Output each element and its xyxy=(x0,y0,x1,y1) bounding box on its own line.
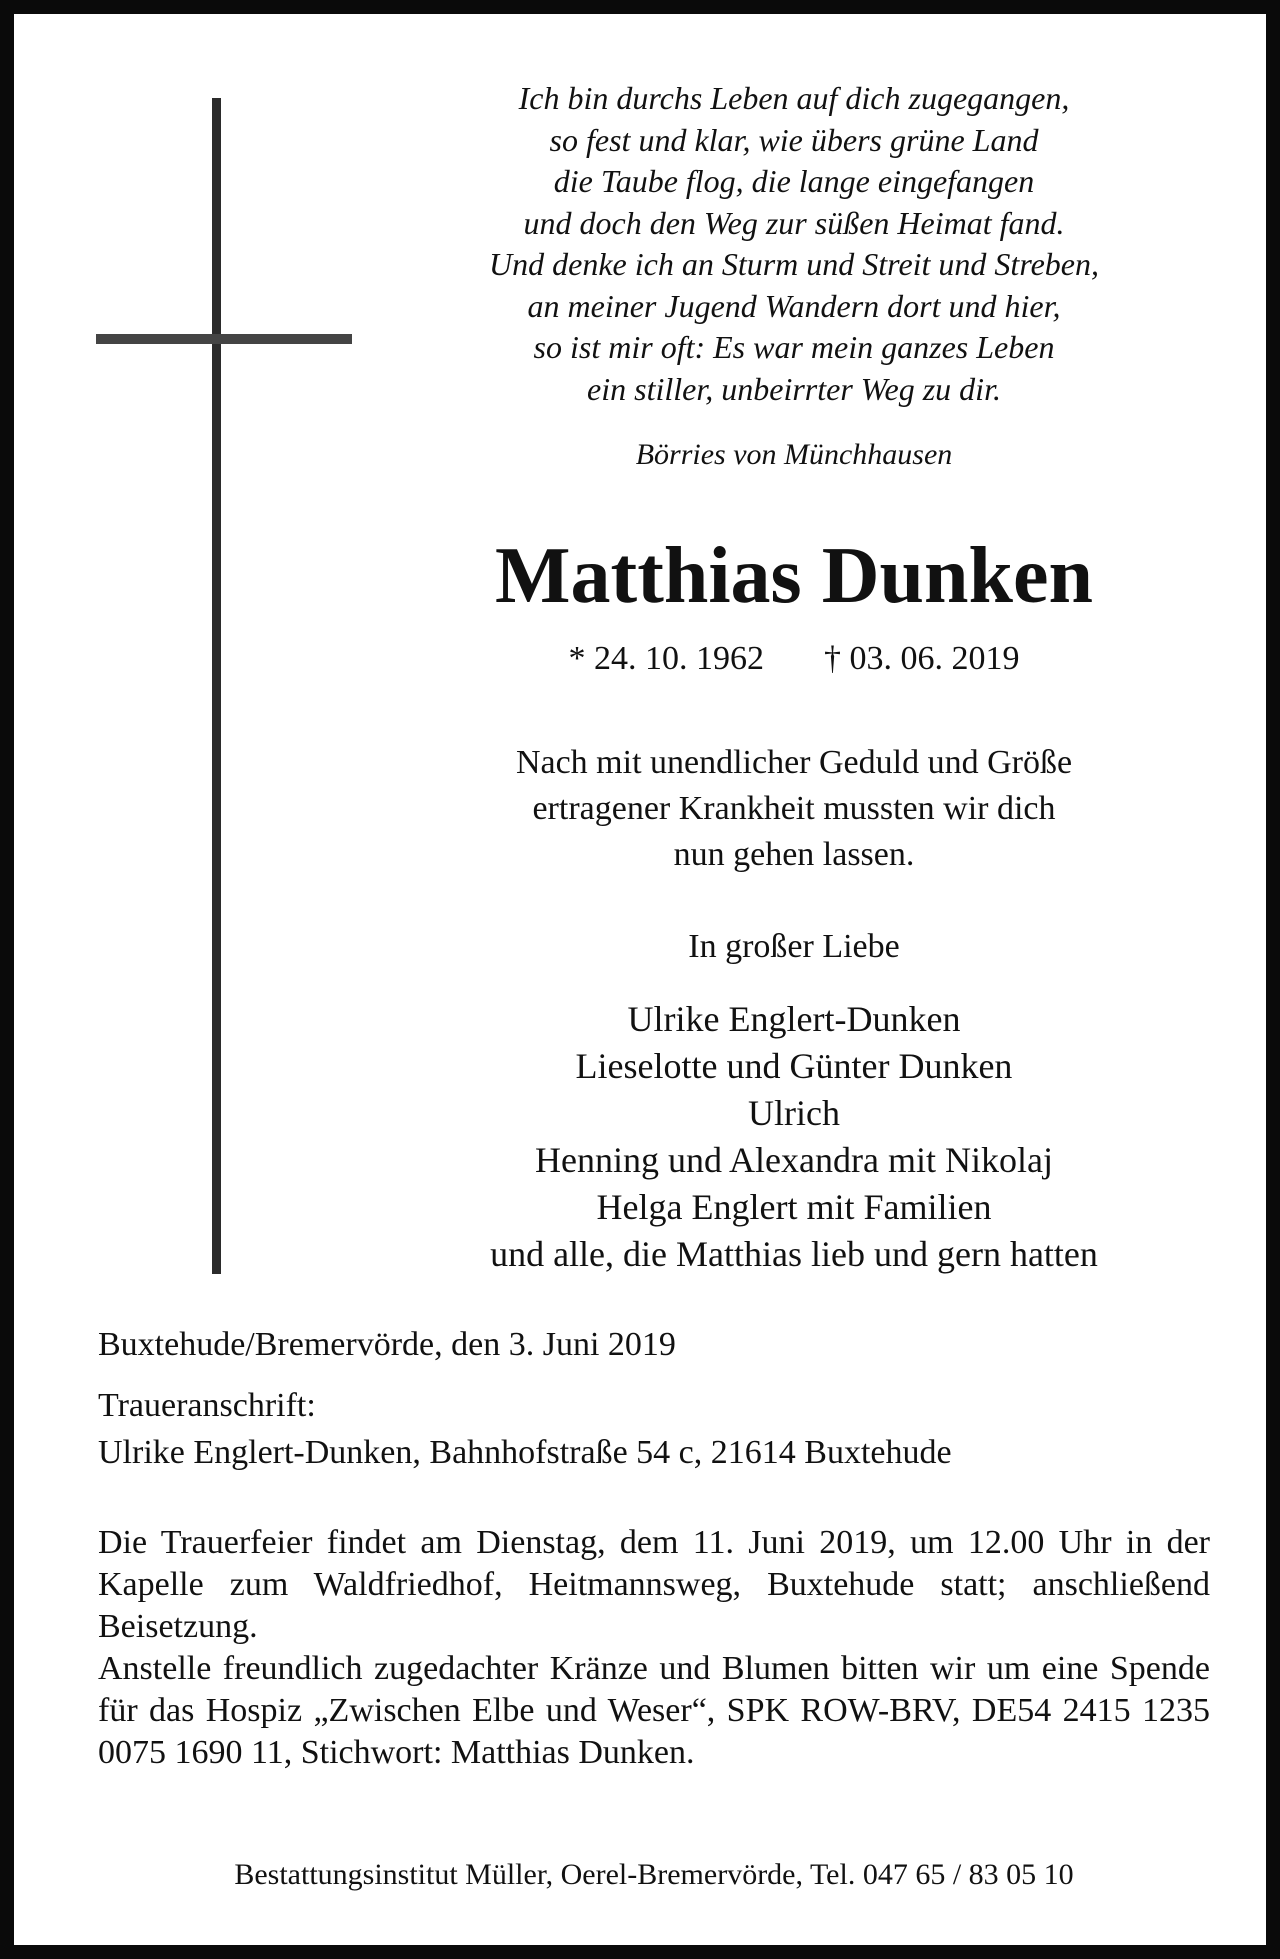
farewell-message xyxy=(374,740,1214,878)
place-and-date: Buxtehude/Bremervörde, den 3. Juni 2019 xyxy=(98,1326,676,1363)
message-line: Nach mit unendlicher Geduld und Größe xyxy=(515,744,1073,781)
funeral-home: Bestattungsinstitut Müller, Oerel-Bremervörde, Tel. 047 65 / 83 05 10 xyxy=(234,1858,1074,1891)
poem-line: Und denke ich an Sturm und Streit und Streben, xyxy=(489,246,1099,282)
cross-icon-horizontal-beam xyxy=(96,334,352,344)
ceremony-info xyxy=(98,1522,1210,1774)
mourner: Ulrich xyxy=(748,1093,840,1133)
poem-author: Börries von Münchhausen xyxy=(635,438,953,471)
mourner: und alle, die Matthias lieb und gern hatten xyxy=(490,1234,1098,1274)
poem-line: Ich bin durchs Leben auf dich zugegangen, xyxy=(518,80,1070,116)
birth-date: * 24. 10. 1962 xyxy=(568,640,764,677)
mourners-list xyxy=(374,996,1214,1278)
poem-line: und doch den Weg zur süßen Heimat fand. xyxy=(523,204,1065,241)
message-line: nun gehen lassen. xyxy=(673,836,915,873)
mourner: Lieselotte und Günter Dunken xyxy=(575,1046,1013,1086)
mourning-address: Ulrike Englert-Dunken, Bahnhofstraße 54 c, 21614 Buxtehude xyxy=(98,1434,952,1471)
death-date: † 03. 06. 2019 xyxy=(824,640,1020,677)
poem-line: an meiner Jugend Wandern dort und hier, xyxy=(527,287,1061,324)
poem-line: so ist mir oft: Es war mein ganzes Leben xyxy=(533,329,1055,365)
poem-line: so fest und klar, wie übers grüne Land xyxy=(549,121,1039,158)
mourner: Henning und Alexandra mit Nikolaj xyxy=(535,1140,1053,1180)
poem-line: ein stiller, unbeirrter Weg zu dir. xyxy=(587,370,1001,407)
deceased-name: Matthias Dunken xyxy=(495,532,1093,620)
address-label: Traueranschrift: xyxy=(98,1387,316,1424)
cross-icon-vertical-beam xyxy=(212,98,221,1274)
mourner: Helga Englert mit Familien xyxy=(596,1187,992,1227)
love-phrase: In großer Liebe xyxy=(688,928,900,965)
mourner: Ulrike Englert-Dunken xyxy=(627,999,961,1039)
poem xyxy=(374,78,1214,410)
life-dates xyxy=(374,640,1214,678)
message-line: ertragener Krankheit mussten wir dich xyxy=(532,790,1056,827)
ceremony-text: Die Trauerfeier findet am Dienstag, dem 11. Juni 2019, um 12.00 Uhr in der Kapelle zum Waldfriedhof, Heitmannsweg, Buxtehude statt; anschließend Beisetzung. xyxy=(98,1524,1210,1645)
donation-text: Anstelle freundlich zugedachter Kränze und Blumen bitten wir um eine Spende für das Hospiz „Zwischen Elbe und Weser“, SPK ROW-BRV, DE54 2415 1235 0075 1690 11, Stichwort: Matthias Dunken. xyxy=(98,1650,1210,1771)
poem-line: die Taube flog, die lange eingefangen xyxy=(553,163,1035,199)
